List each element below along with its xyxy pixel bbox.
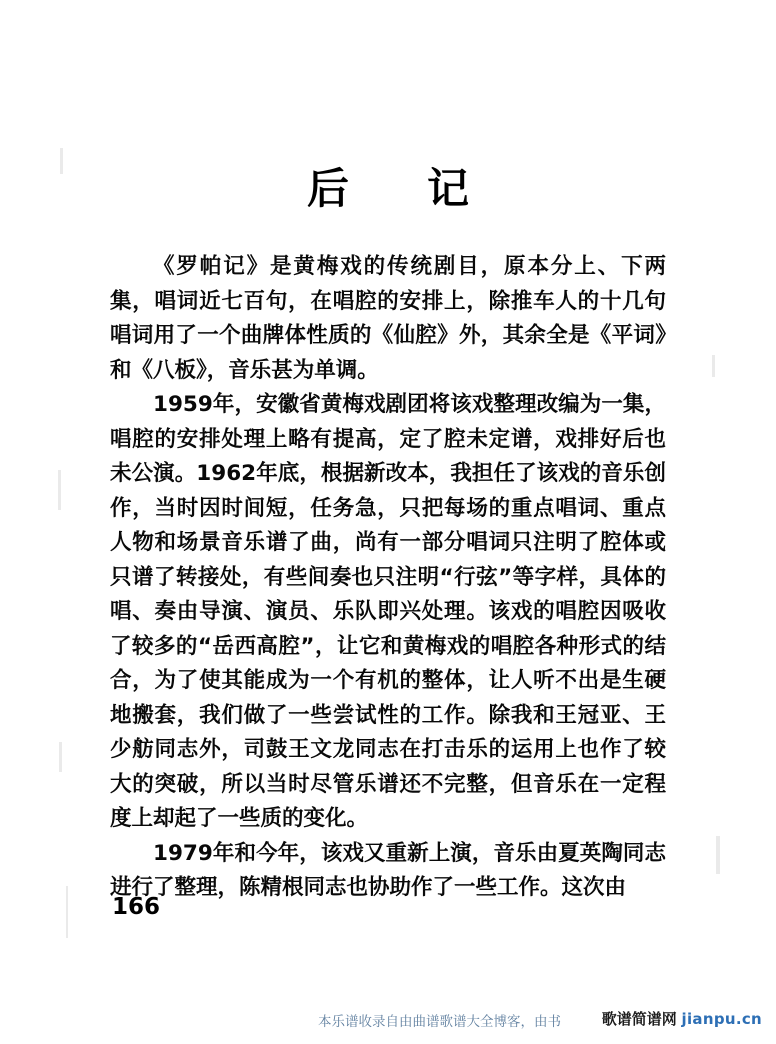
- paragraph-2: 1959年，安徽省黄梅戏剧团将该戏整理改编为一集，唱腔的安排处理上略有提高，定了腔未定谱，戏排好后也未公演。1962年底，根据新改本，我担任了该戏的音乐创作，当时因时间短，任务急，只把每场的重点唱词、重点人物和场景音乐谱了曲，尚有一部分唱词只注明了腔体或只谱了转接处，有些间奏也只注明“行弦”等字样，具体的唱、奏由导演、演员、乐队即兴处理。该戏的唱腔因吸收了较多的“岳西高腔”，让它和黄梅戏的唱腔各种形式的结合，为了使其能成为一个有机的整体，让人听不出是生硬地搬套，我们做了一些尝试性的工作。除我和王冠亚、王少舫同志外，司鼓王文龙同志在打击乐的运用上也作了较大的突破，所以当时尽管乐谱还不完整，但音乐在一定程度上却起了一些质的变化。: [110, 392, 666, 831]
- paragraph-1: 《罗帕记》是黄梅戏的传统剧目，原本分上、下两集，唱词近七百句，在唱腔的安排上，除推车人的十几句唱词用了一个曲牌体性质的《仙腔》外，其余全是《平词》和《八板》，音乐甚为单调。: [110, 254, 666, 383]
- scan-artifact: [59, 742, 62, 772]
- scan-artifact: [58, 470, 61, 510]
- scan-artifact: [716, 836, 720, 874]
- page-number: 166: [112, 894, 161, 920]
- body-text: [110, 250, 666, 906]
- page-title: 后 记: [306, 164, 487, 214]
- site-name-en: jianpu.cn: [681, 1010, 762, 1028]
- site-name-cn: 歌谱简谱网: [601, 1010, 677, 1028]
- scan-artifact: [66, 886, 68, 938]
- scan-artifact: [712, 355, 715, 377]
- footer-watermark: 本乐谱收录自由曲谱歌谱大全博客，由书: [318, 1014, 561, 1030]
- paragraph-3: 1979年和今年，该戏又重新上演，音乐由夏英陶同志进行了整理，陈精根同志也协助作了一些工作。这次由: [110, 840, 666, 900]
- site-watermark: [602, 1008, 762, 1029]
